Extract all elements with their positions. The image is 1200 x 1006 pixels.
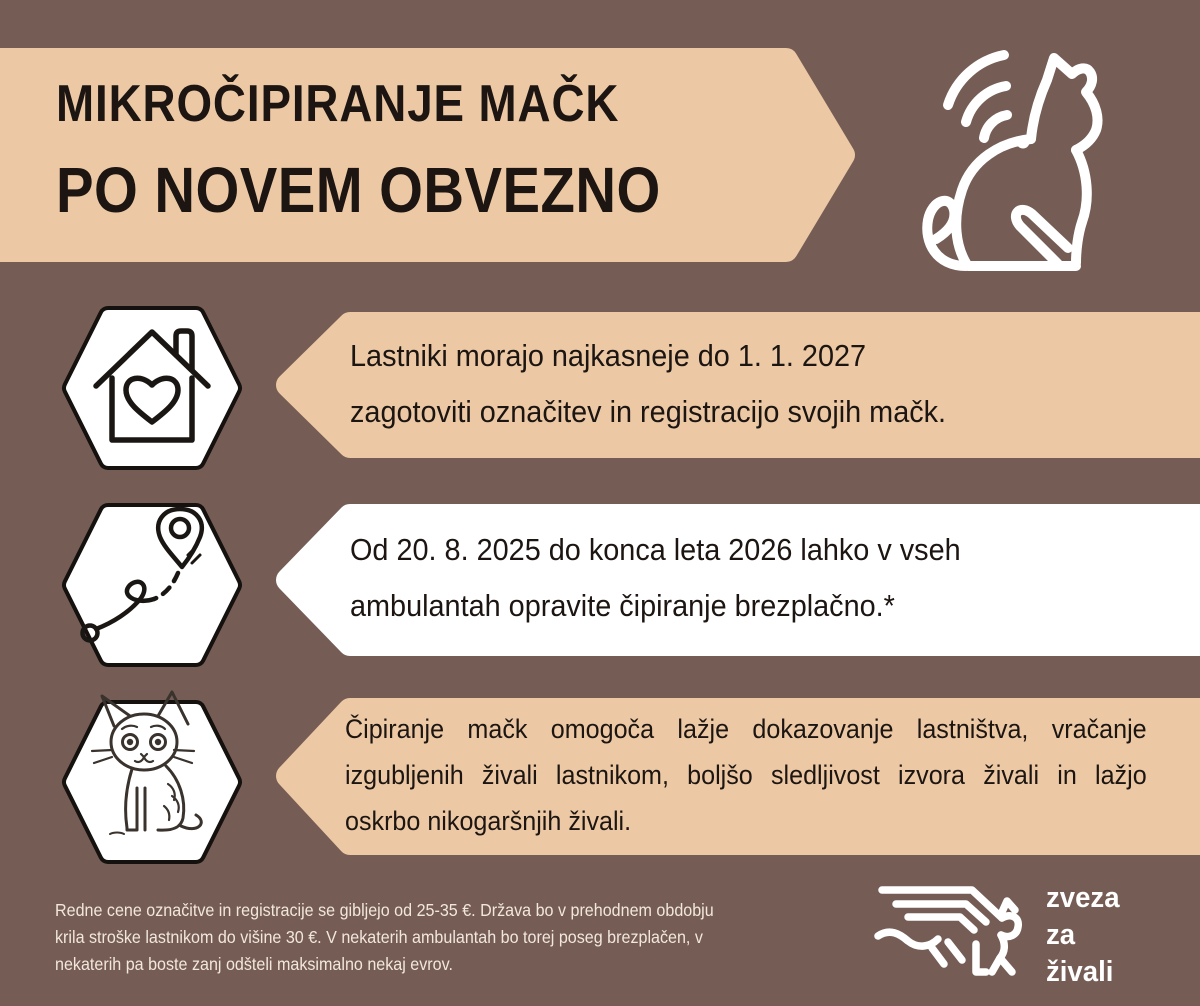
logo-wordmark	[1046, 880, 1120, 991]
row-3-line-1: Čipiranje mačk omogoča lažje dokazovanje lastništva, vračanje	[345, 714, 1147, 744]
poster-title	[56, 75, 743, 226]
row-1-line-2: zagotoviti označitev in registracijo svojih mačk.	[350, 394, 947, 429]
row-1-line-1: Lastniki morajo najkasneje do 1. 1. 2027	[350, 338, 867, 373]
chipped-cat-icon	[927, 55, 1097, 266]
row-2-line-1: Od 20. 8. 2025 do konca leta 2026 lahko v vseh	[350, 532, 961, 567]
row-3-line-3: oskrbo nikogaršnjih živali.	[345, 806, 632, 836]
winged-animal-logo-icon	[878, 890, 1018, 972]
row-2-text	[350, 522, 961, 634]
footnote-line-1: Redne cene označitve in registracije se gibljejo od 25-35 €. Država bo v prehodnem obdobju	[55, 900, 714, 920]
logo-word-3: živali	[1046, 956, 1114, 988]
logo-word-1: zveza	[1046, 882, 1120, 914]
title-line-1: MIKROČIPIRANJE MAČK	[56, 75, 620, 133]
footnote-line-3: nekaterih pa boste zanj odšteli maksimalno nekaj evrov.	[55, 954, 453, 974]
row-3-text	[345, 706, 1147, 844]
footnote-line-2: krila stroške lastnikom do višine 30 €. V nekaterih ambulantah bo torej poseg brezplačen, v	[55, 927, 703, 947]
footnote	[55, 897, 714, 978]
row-2-line-2: ambulantah opravite čipiranje brezplačno.*	[350, 588, 895, 623]
title-line-2: PO NOVEM OBVEZNO	[56, 154, 661, 226]
hexagon-badge-3	[72, 710, 232, 854]
row-3-line-2: izgubljenih živali lastnikom, boljšo sledljivost izvora živali in lažjo	[345, 760, 1147, 790]
logo-word-2: za	[1046, 919, 1076, 951]
row-1-text	[350, 328, 946, 440]
